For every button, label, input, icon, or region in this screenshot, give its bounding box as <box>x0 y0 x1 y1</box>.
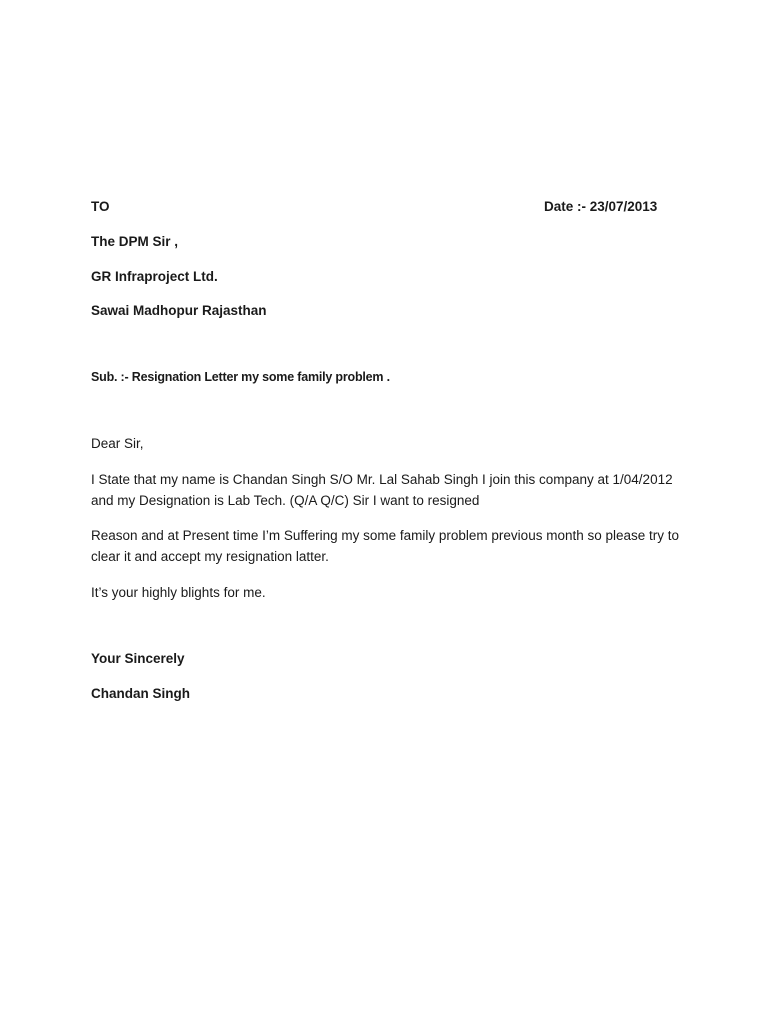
address-line-recipient: The DPM Sir , <box>91 234 179 249</box>
letter-closing: Your Sincerely <box>91 651 185 666</box>
letter-date: Date :- 23/07/2013 <box>544 199 658 214</box>
body-paragraph-reason: Reason and at Present time I’m Suffering my some family problem previous month so please try to clear it and accept my resignation latter. <box>91 528 680 564</box>
letter-signature-name: Chandan Singh <box>91 686 190 701</box>
body-paragraph-closing-remark: It’s your highly blights for me. <box>91 585 266 600</box>
address-line-location: Sawai Madhopur Rajasthan <box>91 303 267 318</box>
letter-salutation: Dear Sir, <box>91 436 144 451</box>
body-paragraph-introduction: I State that my name is Chandan Singh S/O Mr. Lal Sahab Singh I join this company at 1/04/2012 and my Designation is Lab Tech. (Q/A Q/C) Sir I want to resigned <box>91 472 673 508</box>
address-line-company: GR Infraproject Ltd. <box>91 269 218 284</box>
recipient-to-label: TO <box>91 199 110 214</box>
letter-subject: Sub. :- Resignation Letter my some family problem . <box>91 370 390 384</box>
